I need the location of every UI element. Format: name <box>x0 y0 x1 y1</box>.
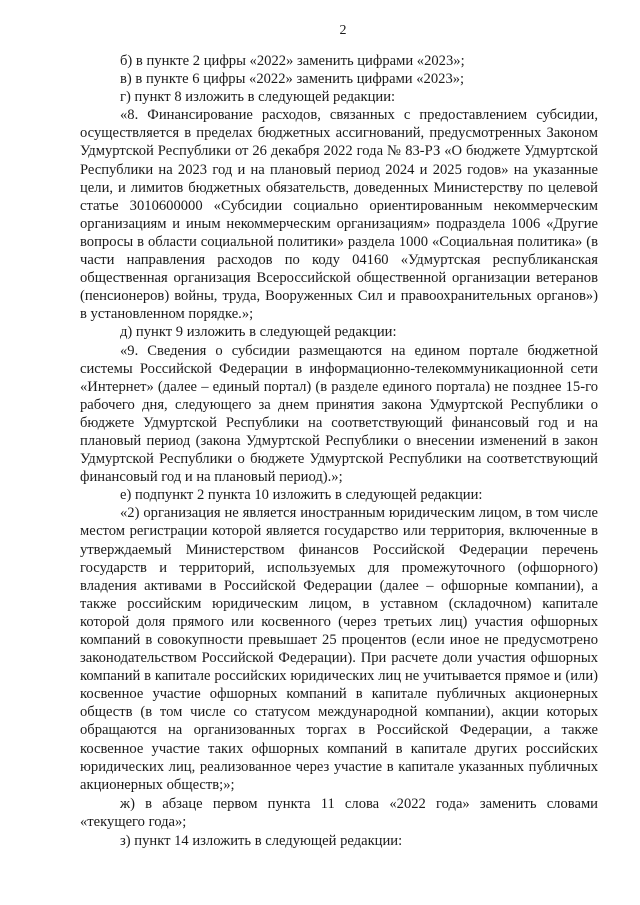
paragraph-clause-9: «9. Сведения о субсидии размещаются на едином портале бюджетной системы Российской Федерации в информационно-телекоммуникационной сети «Интернет» (далее – единый портал) (в разделе единого портала) не позднее 15-го рабочего дня, следующего за днем принятия закона Удмуртской Республики о бюджете Удмуртской Республики на соответствующий финансовый год и на плановый период (закона Удмуртской Республики о внесении изменений в закон Удмуртской Республики о бюджете Удмуртской Республики на соответствующий финансовый год и на плановый период).»; <box>80 342 598 486</box>
paragraph-item-v: в) в пункте 6 цифры «2022» заменить цифрами «2023»; <box>120 71 465 88</box>
paragraph-clause-10-2: «2) организация не является иностранным юридическим лицом, в том числе местом регистрации которой является государство или территория, включенные в утверждаемый Министерством финансов Российской Федерации перечень государств и территорий, используемых для промежуточного (офшорного) владения активами в Российской Федерации (далее – офшорные компании), а также российским юридическим лицом, в уставном (складочном) капитале которой доля прямого или косвенного (через третьих лиц) участия офшорных компаний в совокупности превышает 25 процентов (если иное не предусмотрено законодательством Российской Федерации). При расчете доли участия офшорных компаний в капитале российских юридических лиц не учитывается прямое и (или) косвенное участие офшорных компаний в капитале публичных акционерных обществ (в том числе со статусом международной компании), акции которых обращаются на организованных торгах в Российской Федерации, а также косвенное участие таких офшорных компаний в капитале других российских юридических лиц, реализованное через участие в капитале указанных публичных акционерных обществ;»; <box>80 505 598 793</box>
page-number: 2 <box>339 23 347 38</box>
paragraph-clause-8: «8. Финансирование расходов, связанных с предоставлением субсидии, осуществляется в пределах бюджетных ассигнований, предусмотренных Законом Удмуртской Республики от 26 декабря 2022 года № 83-РЗ «О бюджете Удмуртской Республики на 2023 год и на плановый период 2024 и 2025 годов» на указанные цели, и лимитов бюджетных обязательств, доведенных Министерству по целевой статье 3010600000 «Субсидии социально ориентированным некоммерческим организациям и иным некоммерческим организациям» подраздела 1006 «Другие вопросы в области социальной политики» раздела 1000 «Социальная политика» (в части направления расходов по коду 04160 «Удмуртская республиканская общественная организация Всероссийской общественной организации ветеранов (пенсионеров) войны, труда, Вооруженных Сил и правоохранительных органов») в установленном порядке.»; <box>80 107 598 323</box>
paragraph-item-z: з) пункт 14 изложить в следующей редакции: <box>120 833 403 850</box>
paragraph-item-g: г) пункт 8 изложить в следующей редакции: <box>120 89 396 106</box>
paragraph-item-zh: ж) в абзаце первом пункта 11 слова «2022 года» заменить словами «текущего года»; <box>80 795 598 830</box>
paragraph-item-b: б) в пункте 2 цифры «2022» заменить цифрами «2023»; <box>120 53 465 69</box>
paragraph-item-e: е) подпункт 2 пункта 10 изложить в следующей редакции: <box>120 487 483 504</box>
document-body <box>80 52 598 850</box>
paragraph-item-d: д) пункт 9 изложить в следующей редакции: <box>120 324 397 341</box>
